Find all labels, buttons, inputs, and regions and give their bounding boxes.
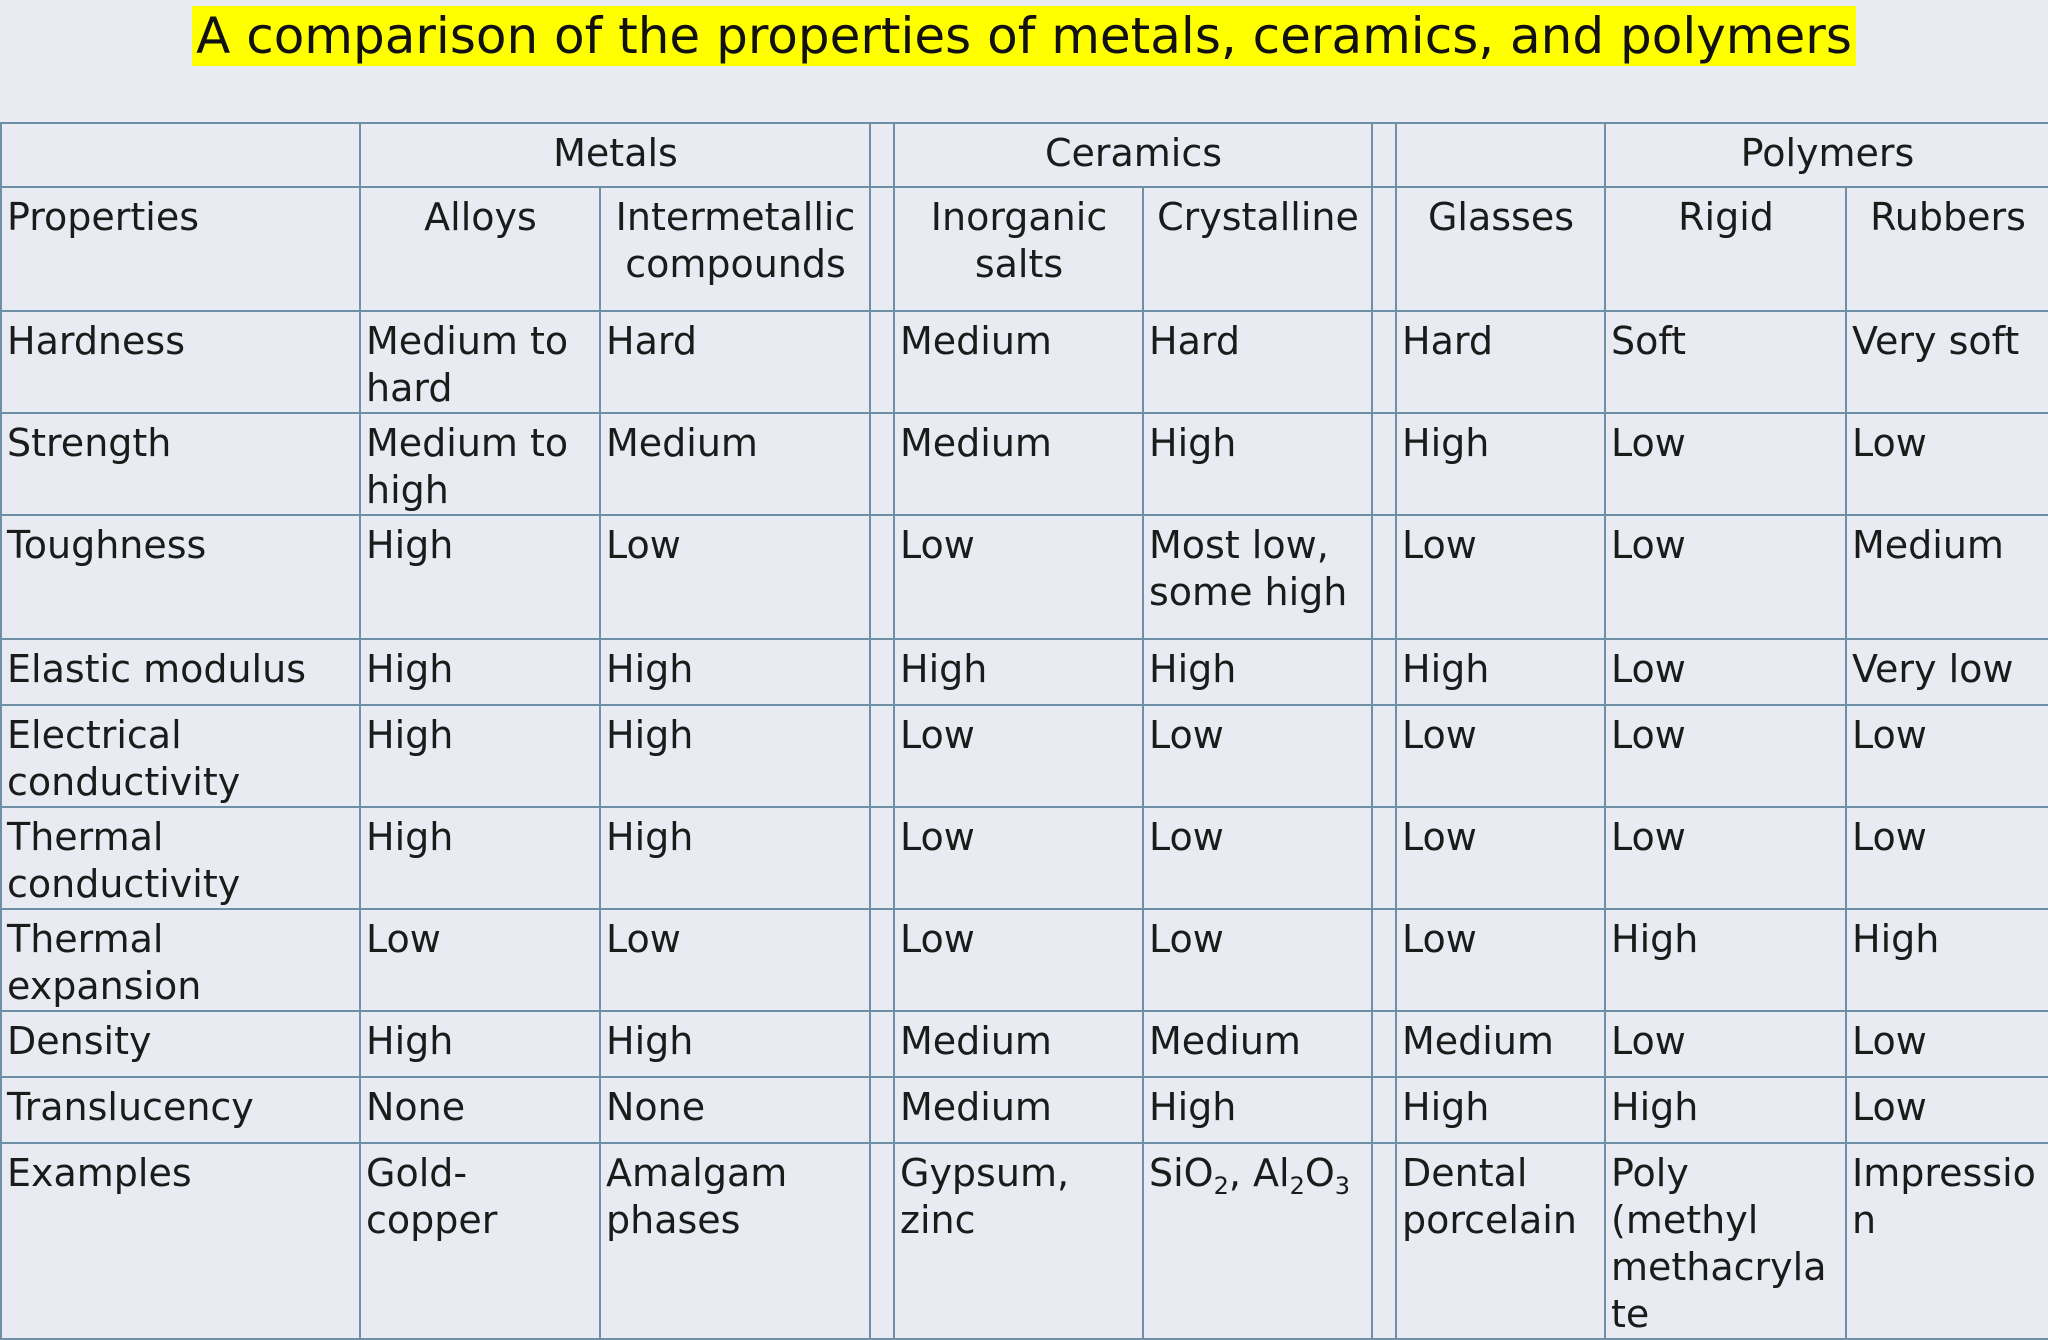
table-row [1, 515, 2048, 639]
subscript: 2 [1213, 1172, 1229, 1200]
property-cell: Strength [1, 413, 360, 515]
gap-cell [1372, 1011, 1396, 1077]
crystalline-cell: Medium [1143, 1011, 1372, 1077]
rigid-cell: Low [1605, 413, 1846, 515]
inorganic-salts-cell: Low [894, 909, 1143, 1011]
header-rigid: Rigid [1605, 187, 1846, 311]
header-intermetallic: Intermetallic compounds [600, 187, 870, 311]
property-cell: Thermal conductivity [1, 807, 360, 909]
gap-cell [870, 1077, 894, 1143]
intermetallic-cell: High [600, 1011, 870, 1077]
gap-cell [1372, 1143, 1396, 1339]
gap-cell [870, 705, 894, 807]
intermetallic-cell: Amalgam phases [600, 1143, 870, 1339]
gap-cell [1372, 639, 1396, 705]
gap-cell [1372, 123, 1396, 187]
glasses-cell: Dental porcelain [1396, 1143, 1605, 1339]
rubbers-cell: Low [1846, 1077, 2048, 1143]
gap-cell [1372, 807, 1396, 909]
inorganic-salts-cell: Medium [894, 1077, 1143, 1143]
property-cell: Translucency [1, 1077, 360, 1143]
gap-cell [1372, 705, 1396, 807]
page-title: A comparison of the properties of metals, ceramics, and polymers [192, 6, 1856, 66]
rubbers-cell: Very soft [1846, 311, 2048, 413]
alloys-cell: High [360, 639, 600, 705]
gap-cell [870, 807, 894, 909]
rubbers-cell: Low [1846, 705, 2048, 807]
gap-cell [870, 515, 894, 639]
header-alloys: Alloys [360, 187, 600, 311]
table-row [1, 807, 2048, 909]
glasses-cell: Low [1396, 705, 1605, 807]
header-crystalline: Crystalline [1143, 187, 1372, 311]
intermetallic-cell: High [600, 807, 870, 909]
glasses-cell: High [1396, 1077, 1605, 1143]
rigid-cell: Low [1605, 515, 1846, 639]
crystalline-cell: Low [1143, 807, 1372, 909]
gap-cell [870, 909, 894, 1011]
formula-text: SiO [1149, 1151, 1214, 1195]
intermetallic-cell: High [600, 705, 870, 807]
alloys-cell: High [360, 705, 600, 807]
rigid-cell: Low [1605, 705, 1846, 807]
property-cell: Hardness [1, 311, 360, 413]
intermetallic-cell: None [600, 1077, 870, 1143]
inorganic-salts-cell: Low [894, 705, 1143, 807]
subscript: 2 [1289, 1172, 1305, 1200]
examples-row [1, 1143, 2048, 1339]
alloys-cell: Medium to hard [360, 311, 600, 413]
property-cell: Elastic modulus [1, 639, 360, 705]
intermetallic-cell: High [600, 639, 870, 705]
rubbers-cell: Impression [1846, 1143, 2048, 1339]
alloys-cell: Medium to high [360, 413, 600, 515]
table-row [1, 1077, 2048, 1143]
alloys-cell: High [360, 807, 600, 909]
header-properties: Properties [1, 187, 360, 311]
gap-cell [870, 1011, 894, 1077]
gap-cell [1372, 413, 1396, 515]
column-header-row [1, 187, 2048, 311]
gap-cell [870, 1143, 894, 1339]
glasses-cell: Low [1396, 909, 1605, 1011]
table-row [1, 311, 2048, 413]
crystalline-cell: High [1143, 1077, 1372, 1143]
property-cell: Electrical conductivity [1, 705, 360, 807]
rubbers-cell: Low [1846, 1011, 2048, 1077]
group-metals: Metals [360, 123, 870, 187]
rubbers-cell: Low [1846, 807, 2048, 909]
table-row [1, 413, 2048, 515]
intermetallic-cell: Low [600, 909, 870, 1011]
group-polymers: Polymers [1605, 123, 2048, 187]
glasses-cell: High [1396, 639, 1605, 705]
crystalline-cell: Low [1143, 909, 1372, 1011]
rigid-cell: Soft [1605, 311, 1846, 413]
rigid-cell: Poly (methyl methacrylate [1605, 1143, 1846, 1339]
property-cell: Toughness [1, 515, 360, 639]
rubbers-cell: High [1846, 909, 2048, 1011]
inorganic-salts-cell: Medium [894, 1011, 1143, 1077]
crystalline-cell: High [1143, 639, 1372, 705]
gap-cell [870, 311, 894, 413]
inorganic-salts-cell: Medium [894, 413, 1143, 515]
glasses-cell: Low [1396, 807, 1605, 909]
property-cell: Density [1, 1011, 360, 1077]
formula-text: O [1304, 1151, 1335, 1195]
gap-cell [870, 639, 894, 705]
gap-cell [870, 187, 894, 311]
intermetallic-cell: Medium [600, 413, 870, 515]
subscript: 3 [1334, 1172, 1351, 1200]
empty-group-cell [1396, 123, 1605, 187]
alloys-cell: None [360, 1077, 600, 1143]
inorganic-salts-cell: High [894, 639, 1143, 705]
table-row [1, 909, 2048, 1011]
inorganic-salts-cell: Low [894, 515, 1143, 639]
rubbers-cell: Medium [1846, 515, 2048, 639]
group-ceramics: Ceramics [894, 123, 1372, 187]
title-container [0, 0, 2048, 122]
glasses-cell: Hard [1396, 311, 1605, 413]
intermetallic-cell: Low [600, 515, 870, 639]
properties-table [0, 122, 2048, 1340]
gap-cell [1372, 1077, 1396, 1143]
rubbers-cell: Very low [1846, 639, 2048, 705]
gap-cell [1372, 187, 1396, 311]
glasses-cell: Low [1396, 515, 1605, 639]
property-cell: Thermal expansion [1, 909, 360, 1011]
header-inorganic-salts: Inorganic salts [894, 187, 1143, 311]
rigid-cell: High [1605, 909, 1846, 1011]
header-glasses: Glasses [1396, 187, 1605, 311]
gap-cell [1372, 311, 1396, 413]
inorganic-salts-cell: Gypsum, zinc [894, 1143, 1143, 1339]
alloys-cell: High [360, 1011, 600, 1077]
inorganic-salts-cell: Medium [894, 311, 1143, 413]
glasses-cell: High [1396, 413, 1605, 515]
crystalline-cell: Hard [1143, 311, 1372, 413]
gap-cell [870, 413, 894, 515]
glasses-cell: Medium [1396, 1011, 1605, 1077]
rigid-cell: Low [1605, 639, 1846, 705]
rubbers-cell: Low [1846, 413, 2048, 515]
group-header-row [1, 123, 2048, 187]
table-row [1, 639, 2048, 705]
property-cell: Examples [1, 1143, 360, 1339]
gap-cell [1372, 909, 1396, 1011]
header-rubbers: Rubbers [1846, 187, 2048, 311]
rigid-cell: High [1605, 1077, 1846, 1143]
alloys-cell: High [360, 515, 600, 639]
crystalline-cell: Low [1143, 705, 1372, 807]
gap-cell [870, 123, 894, 187]
alloys-cell: Low [360, 909, 600, 1011]
formula-text: , Al [1228, 1151, 1290, 1195]
crystalline-cell: Most low, some high [1143, 515, 1372, 639]
empty-corner-cell [1, 123, 360, 187]
inorganic-salts-cell: Low [894, 807, 1143, 909]
intermetallic-cell: Hard [600, 311, 870, 413]
table-row [1, 705, 2048, 807]
gap-cell [1372, 515, 1396, 639]
table-row [1, 1011, 2048, 1077]
alloys-cell: Gold-copper [360, 1143, 600, 1339]
rigid-cell: Low [1605, 1011, 1846, 1077]
rigid-cell: Low [1605, 807, 1846, 909]
crystalline-cell: High [1143, 413, 1372, 515]
crystalline-cell [1143, 1143, 1372, 1339]
